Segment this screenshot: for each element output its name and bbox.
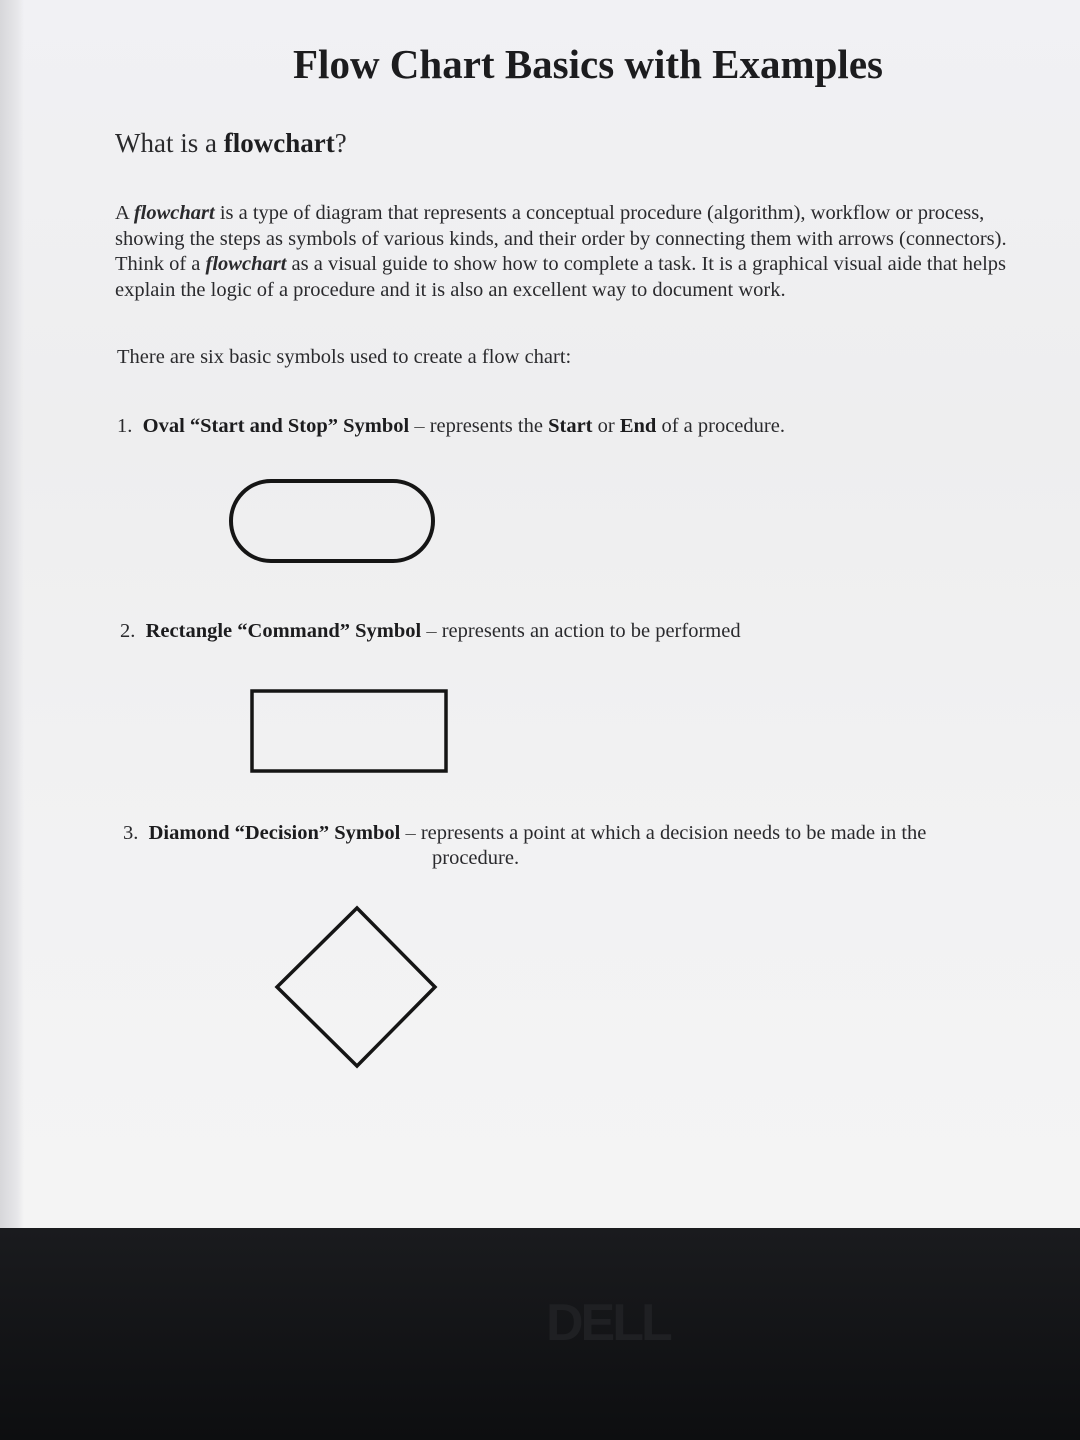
symbols-intro: There are six basic symbols used to create a flow chart:	[117, 346, 572, 368]
item-bold-end: End	[619, 415, 657, 437]
item-name: Diamond “Decision” Symbol	[148, 822, 401, 844]
section-heading-prefix: What is a	[115, 128, 224, 158]
symbol-item-oval	[117, 415, 785, 438]
item-desc-b: or	[592, 415, 620, 437]
monitor-bezel	[0, 1228, 1080, 1440]
symbol-item-diamond	[123, 822, 926, 845]
rectangle-symbol	[249, 688, 449, 774]
page-title: Flow Chart Basics with Examples	[293, 41, 883, 87]
item-dash: –	[400, 822, 421, 844]
dell-logo: DELL	[546, 1294, 670, 1352]
oval-shape	[231, 481, 433, 561]
section-heading-suffix: ?	[334, 128, 347, 158]
item-dash: –	[421, 620, 442, 642]
item-number: 2.	[120, 620, 136, 642]
diamond-symbol	[274, 905, 440, 1071]
para-text-3: as a visual guide to show how to complete a task. It is a graphical visual aide that helps explain the logic of a procedure and it is also an excellent way to document work.	[115, 253, 1007, 301]
diamond-shape	[277, 908, 435, 1066]
item-name: Oval “Start and Stop” Symbol	[142, 415, 410, 437]
item-name: Rectangle “Command” Symbol	[145, 620, 422, 642]
symbol-item-rectangle	[120, 620, 741, 643]
item-number: 3.	[123, 822, 139, 844]
item-number: 1.	[117, 415, 133, 437]
section-heading	[115, 128, 347, 159]
item-desc-c: of a procedure.	[656, 415, 785, 437]
item-desc: represents an action to be performed	[441, 620, 741, 642]
oval-symbol	[228, 478, 436, 564]
item-bold-start: Start	[548, 415, 593, 437]
screen-edge	[0, 0, 24, 1232]
para-text-1: A	[115, 202, 134, 224]
item-desc-a: represents the	[429, 415, 549, 437]
para-term-2: flowchart	[205, 253, 287, 275]
item-desc: represents a point at which a decision needs to be made in the	[420, 822, 927, 844]
item-dash: –	[409, 415, 430, 437]
definition-paragraph	[115, 201, 1050, 303]
para-text-2: is a type of diagram that represents a conceptual procedure (algorithm), workflow or process, showing the steps as symbols of various kinds, and their order by connecting them with arrows (connectors). Think of a	[115, 202, 1007, 275]
para-term-1: flowchart	[133, 202, 215, 224]
item-desc-continued: procedure.	[432, 847, 520, 869]
rectangle-shape	[252, 691, 446, 771]
section-heading-term: flowchart	[223, 128, 335, 158]
